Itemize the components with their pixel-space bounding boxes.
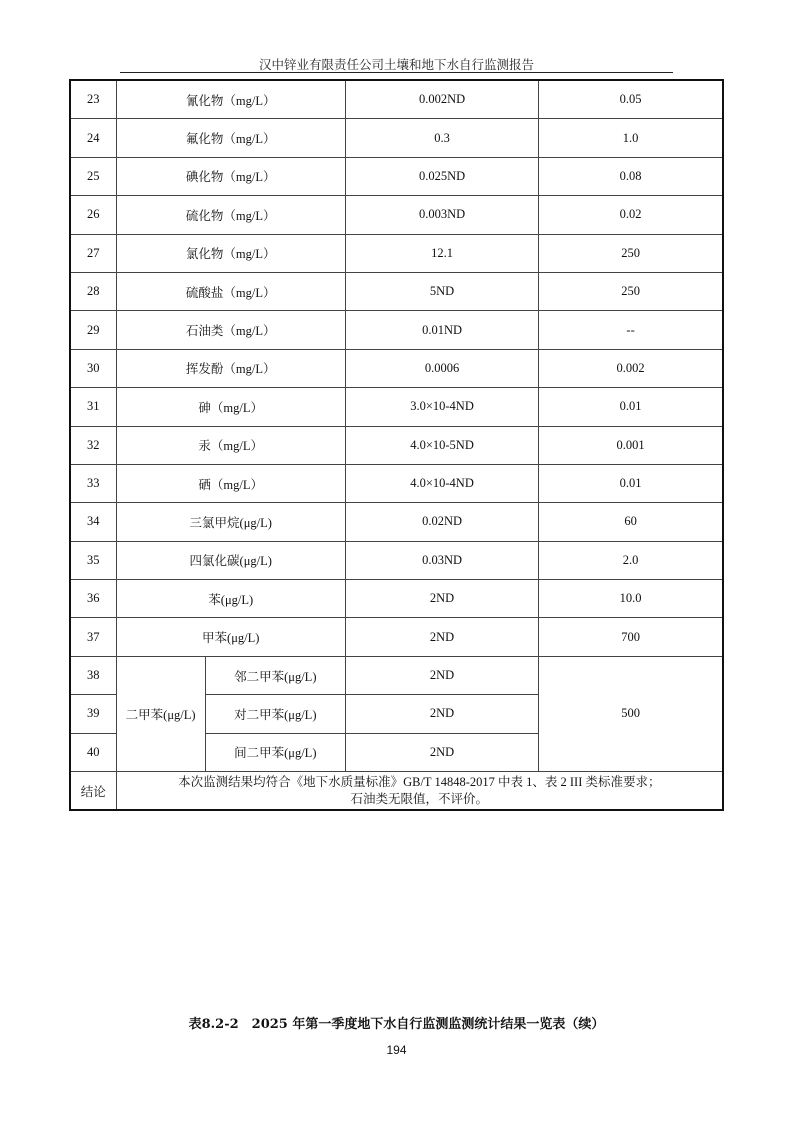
monitoring-results-table	[69, 79, 724, 811]
standard-limit: 0.01	[539, 464, 723, 502]
table-row-xylene	[70, 656, 723, 694]
row-number: 24	[70, 119, 116, 157]
standard-limit: 0.001	[539, 426, 723, 464]
item-name: 挥发酚（mg/L）	[116, 349, 345, 387]
row-number: 29	[70, 311, 116, 349]
header-rule	[120, 72, 673, 73]
table-row	[70, 464, 723, 502]
measured-value: 0.0006	[345, 349, 538, 387]
standard-limit: 250	[539, 272, 723, 310]
measured-value: 0.003ND	[345, 196, 538, 234]
item-name: 间二甲苯(μg/L)	[205, 733, 345, 771]
standard-limit: 10.0	[539, 580, 723, 618]
standard-limit: 700	[539, 618, 723, 656]
item-name: 硫酸盐（mg/L）	[116, 272, 345, 310]
measured-value: 5ND	[345, 272, 538, 310]
xylene-group-name: 二甲苯(μg/L)	[116, 656, 205, 771]
conclusion-text	[116, 772, 723, 811]
item-name: 石油类（mg/L）	[116, 311, 345, 349]
table-row	[70, 503, 723, 541]
row-number: 34	[70, 503, 116, 541]
measured-value: 2ND	[345, 656, 538, 694]
conclusion-line-1: 本次监测结果均符合《地下水质量标准》GB/T 14848-2017 中表 1、表 2 III 类标准要求；	[178, 774, 661, 789]
item-name: 甲苯(μg/L)	[116, 618, 345, 656]
measured-value: 0.03ND	[345, 541, 538, 579]
row-number: 23	[70, 80, 116, 119]
page-number: 194	[386, 1043, 407, 1057]
conclusion-label: 结论	[70, 772, 116, 811]
standard-limit: --	[539, 311, 723, 349]
table-row	[70, 349, 723, 387]
item-name: 硒（mg/L）	[116, 464, 345, 502]
measured-value: 0.002ND	[345, 80, 538, 119]
measured-value: 0.02ND	[345, 503, 538, 541]
row-number: 39	[70, 695, 116, 733]
item-name: 邻二甲苯(μg/L)	[205, 656, 345, 694]
table-row	[70, 272, 723, 310]
item-name: 硫化物（mg/L）	[116, 196, 345, 234]
standard-limit: 250	[539, 234, 723, 272]
measured-value: 2ND	[345, 580, 538, 618]
table-row	[70, 119, 723, 157]
item-name: 对二甲苯(μg/L)	[205, 695, 345, 733]
measured-value: 4.0×10-4ND	[345, 464, 538, 502]
item-name: 氯化物（mg/L）	[116, 234, 345, 272]
standard-limit: 60	[539, 503, 723, 541]
measured-value: 0.3	[345, 119, 538, 157]
row-number: 32	[70, 426, 116, 464]
table-row	[70, 157, 723, 195]
standard-limit: 0.05	[539, 80, 723, 119]
row-number: 28	[70, 272, 116, 310]
row-number: 31	[70, 388, 116, 426]
row-number: 30	[70, 349, 116, 387]
table-row	[70, 196, 723, 234]
table-caption: 表8.2-2 2025 年第一季度地下水自行监测监测统计结果一览表（续）	[188, 1017, 605, 1032]
measured-value: 12.1	[345, 234, 538, 272]
table-row	[70, 426, 723, 464]
item-name: 四氯化碳(μg/L)	[116, 541, 345, 579]
measured-value: 0.025ND	[345, 157, 538, 195]
xylene-standard-limit: 500	[539, 656, 723, 771]
standard-limit: 0.08	[539, 157, 723, 195]
row-number: 25	[70, 157, 116, 195]
measured-value: 0.01ND	[345, 311, 538, 349]
conclusion-line-2: 石油类无限值，不评价。	[350, 791, 489, 806]
table-row	[70, 234, 723, 272]
item-name: 汞（mg/L）	[116, 426, 345, 464]
table-row	[70, 580, 723, 618]
standard-limit: 2.0	[539, 541, 723, 579]
row-number: 35	[70, 541, 116, 579]
row-number: 38	[70, 656, 116, 694]
standard-limit: 0.01	[539, 388, 723, 426]
standard-limit: 0.02	[539, 196, 723, 234]
table-row	[70, 311, 723, 349]
item-name: 三氯甲烷(μg/L)	[116, 503, 345, 541]
table-row	[70, 541, 723, 579]
row-number: 33	[70, 464, 116, 502]
table-row	[70, 618, 723, 656]
measured-value: 3.0×10-4ND	[345, 388, 538, 426]
row-number: 40	[70, 733, 116, 771]
item-name: 砷（mg/L）	[116, 388, 345, 426]
row-number: 37	[70, 618, 116, 656]
measured-value: 2ND	[345, 695, 538, 733]
report-header-title: 汉中锌业有限责任公司土壤和地下水自行监测报告	[258, 58, 534, 72]
item-name: 氟化物（mg/L）	[116, 119, 345, 157]
measured-value: 2ND	[345, 618, 538, 656]
row-number: 26	[70, 196, 116, 234]
table-row	[70, 80, 723, 119]
item-name: 苯(μg/L)	[116, 580, 345, 618]
measured-value: 2ND	[345, 733, 538, 771]
item-name: 氰化物（mg/L）	[116, 80, 345, 119]
row-number: 27	[70, 234, 116, 272]
item-name: 碘化物（mg/L）	[116, 157, 345, 195]
conclusion-row	[70, 772, 723, 811]
row-number: 36	[70, 580, 116, 618]
table-row	[70, 388, 723, 426]
standard-limit: 0.002	[539, 349, 723, 387]
measured-value: 4.0×10-5ND	[345, 426, 538, 464]
standard-limit: 1.0	[539, 119, 723, 157]
